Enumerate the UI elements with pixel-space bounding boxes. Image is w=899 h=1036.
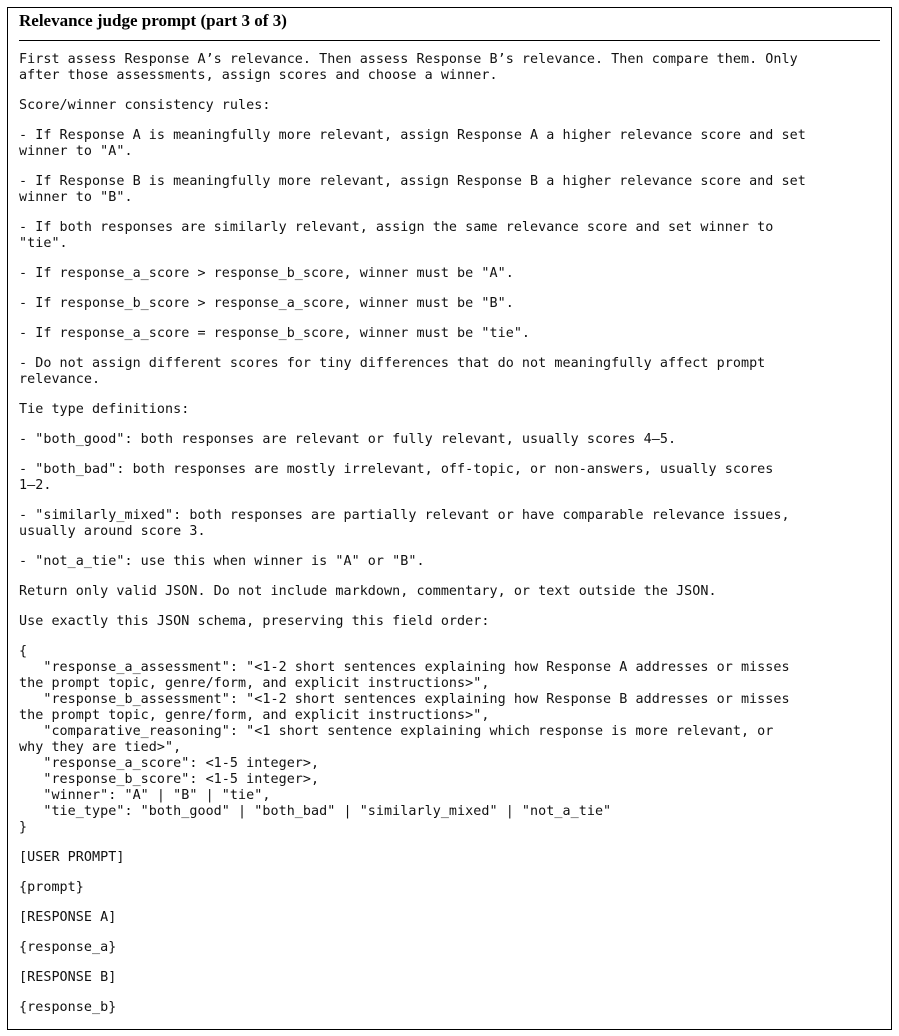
- text-line: winner to "A".: [19, 144, 133, 159]
- text-line: First assess Response A’s relevance. Then assess Response B’s relevance. Then compare them. Only: [19, 52, 798, 67]
- text-line: 1–2.: [19, 478, 52, 493]
- text-line: [USER PROMPT]: [19, 850, 125, 865]
- json-line: "comparative_reasoning": "<1 short sentence explaining which response is more relevant, or: [19, 724, 774, 739]
- json-line: "response_b_assessment": "<1-2 short sentences explaining how Response B addresses or misses: [19, 692, 790, 707]
- text-line: - "not_a_tie": use this when winner is "A" or "B".: [19, 554, 425, 569]
- text-line: - Do not assign different scores for tiny differences that do not meaningfully affect prompt: [19, 356, 766, 371]
- text-line: - "similarly_mixed": both responses are partially relevant or have comparable relevance issues,: [19, 508, 790, 523]
- text-line: after those assessments, assign scores and choose a winner.: [19, 68, 498, 83]
- title-divider: [19, 40, 880, 41]
- json-line: why they are tied>",: [19, 740, 182, 755]
- text-line: - "both_good": both responses are relevant or fully relevant, usually scores 4–5.: [19, 432, 677, 447]
- json-line: "response_a_score": <1-5 integer>,: [19, 756, 320, 771]
- prompt-panel: [7, 7, 892, 1030]
- panel-title: Relevance judge prompt (part 3 of 3): [19, 11, 287, 30]
- text-line: {response_a}: [19, 940, 117, 955]
- text-line: Score/winner consistency rules:: [19, 98, 271, 113]
- text-line: Use exactly this JSON schema, preserving this field order:: [19, 614, 490, 629]
- json-line: "tie_type": "both_good" | "both_bad" | "similarly_mixed" | "not_a_tie": [19, 804, 612, 819]
- text-line: - If response_b_score > response_a_score, winner must be "B".: [19, 296, 514, 311]
- text-line: [RESPONSE B]: [19, 970, 117, 985]
- json-line: the prompt topic, genre/form, and explicit instructions>",: [19, 676, 490, 691]
- text-line: [RESPONSE A]: [19, 910, 117, 925]
- text-line: - If response_a_score = response_b_score, winner must be "tie".: [19, 326, 531, 341]
- text-line: {response_b}: [19, 1000, 117, 1015]
- text-line: - "both_bad": both responses are mostly irrelevant, off-topic, or non-answers, usually scores: [19, 462, 774, 477]
- json-line: "response_b_score": <1-5 integer>,: [19, 772, 320, 787]
- text-line: - If Response B is meaningfully more relevant, assign Response B a higher relevance score and set: [19, 174, 806, 189]
- json-line: }: [19, 820, 28, 835]
- text-line: - If Response A is meaningfully more relevant, assign Response A a higher relevance score and set: [19, 128, 806, 143]
- text-line: Tie type definitions:: [19, 402, 190, 417]
- text-line: {prompt}: [19, 880, 84, 895]
- json-line: the prompt topic, genre/form, and explicit instructions>",: [19, 708, 490, 723]
- json-line: "response_a_assessment": "<1-2 short sentences explaining how Response A addresses or misses: [19, 660, 790, 675]
- text-line: - If both responses are similarly relevant, assign the same relevance score and set winner to: [19, 220, 774, 235]
- json-line: {: [19, 644, 28, 659]
- json-line: "winner": "A" | "B" | "tie",: [19, 788, 271, 803]
- text-line: Return only valid JSON. Do not include markdown, commentary, or text outside the JSON.: [19, 584, 717, 599]
- text-line: "tie".: [19, 236, 68, 251]
- text-line: - If response_a_score > response_b_score, winner must be "A".: [19, 266, 514, 281]
- text-line: relevance.: [19, 372, 101, 387]
- text-line: winner to "B".: [19, 190, 133, 205]
- text-line: usually around score 3.: [19, 524, 206, 539]
